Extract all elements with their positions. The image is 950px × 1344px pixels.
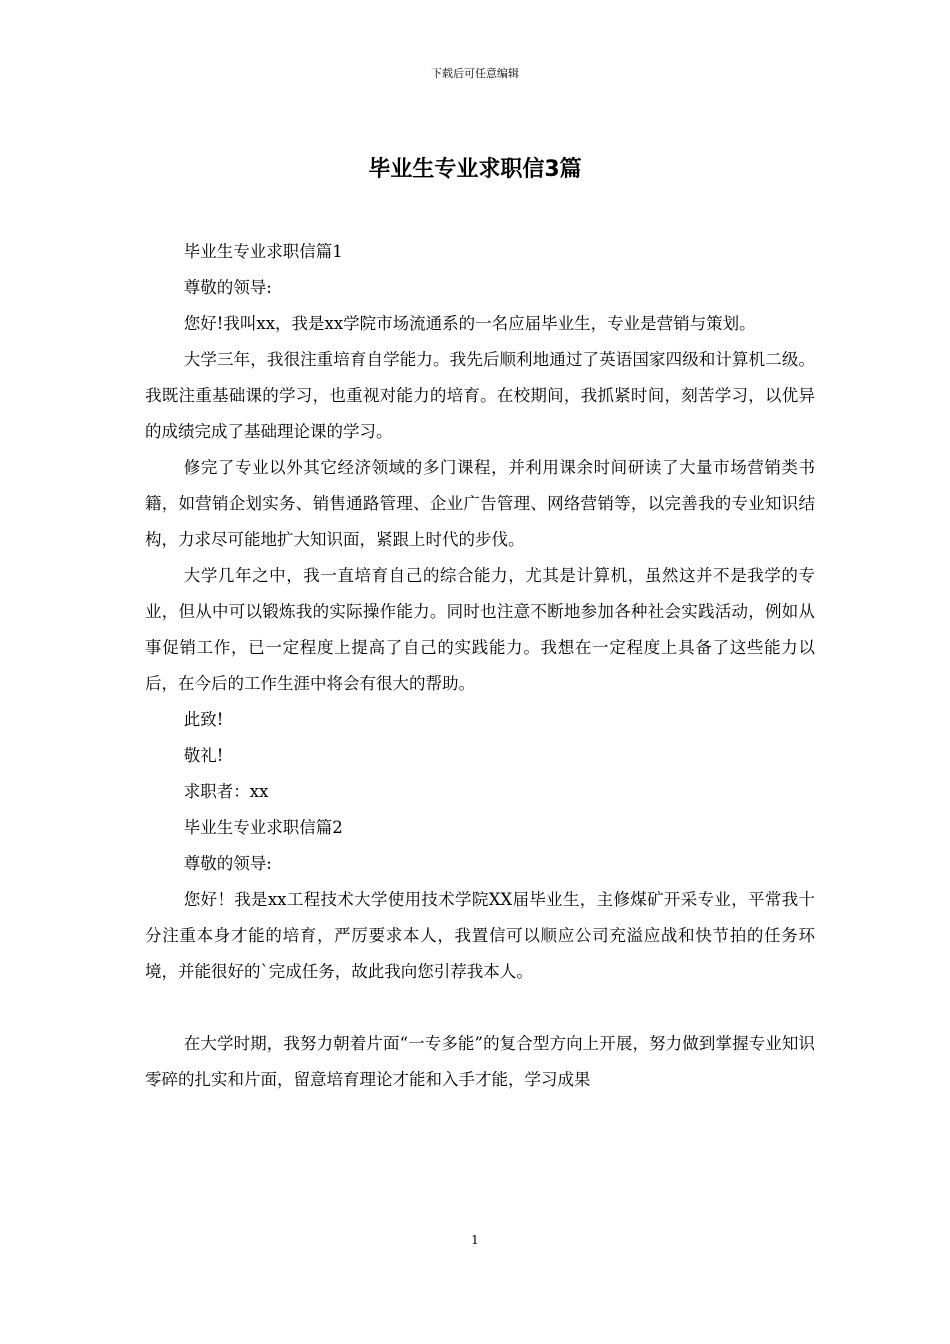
body-paragraph: 您好!我叫xx，我是xx学院市场流通系的一名应届毕业生，专业是营销与策划。 — [183, 314, 756, 333]
closing-line: 敬礼! — [183, 746, 224, 765]
body-paragraph: 大学几年之中，我一直培育自己的综合能力，尤其是计算机，虽然这并不是我学的专业，但从中可以锻炼我的实际操作能力。同时也注意不断地参加各种社会实践活动，例如从事促销工作，已一定程度上提高了自己的实践能力。我想在一定程度上具备了这些能力以后，在今后的工作生涯中将会有很大的帮助。 — [145, 566, 815, 693]
body-paragraph: 您好！我是xx工程技术大学使用技术学院XX届毕业生，主修煤矿开采专业，平常我十分注重本身才能的培育，严厉要求本人，我置信可以顺应公司充溢应战和快节拍的任务环境，并能很好的`完成任务，故此我向您引荐我本人。 — [145, 890, 815, 981]
signature-line: 求职者：xx — [183, 782, 269, 801]
section-heading-1: 毕业生专业求职信篇1 — [183, 242, 343, 261]
salutation: 尊敬的领导: — [183, 278, 272, 297]
body-paragraph: 在大学时期，我努力朝着片面“一专多能”的复合型方向上开展，努力做到掌握专业知识零碎的扎实和片面，留意培育理论才能和入手才能，学习成果 — [145, 1034, 815, 1089]
salutation: 尊敬的领导: — [183, 854, 272, 873]
document-title: 毕业生专业求职信3篇 — [368, 157, 582, 182]
blank-line — [145, 990, 815, 1026]
page-number: 1 — [471, 1233, 479, 1247]
section-heading-2: 毕业生专业求职信篇2 — [183, 818, 343, 837]
body-paragraph: 修完了专业以外其它经济领域的多门课程，并利用课余时间研读了大量市场营销类书籍，如营销企划实务、销售通路管理、企业广告管理、网络营销等，以完善我的专业知识结构，力求尽可能地扩大知识面，紧跟上时代的步伐。 — [145, 458, 815, 549]
page-header-note: 下载后可任意编辑 — [431, 67, 519, 80]
body-paragraph: 大学三年，我很注重培育自学能力。我先后顺利地通过了英语国家四级和计算机二级。我既注重基础课的学习，也重视对能力的培育。在校期间，我抓紧时间，刻苦学习，以优异的成绩完成了基础理论课的学习。 — [145, 350, 815, 441]
document-body — [145, 234, 815, 1098]
closing-line: 此致! — [183, 710, 224, 729]
